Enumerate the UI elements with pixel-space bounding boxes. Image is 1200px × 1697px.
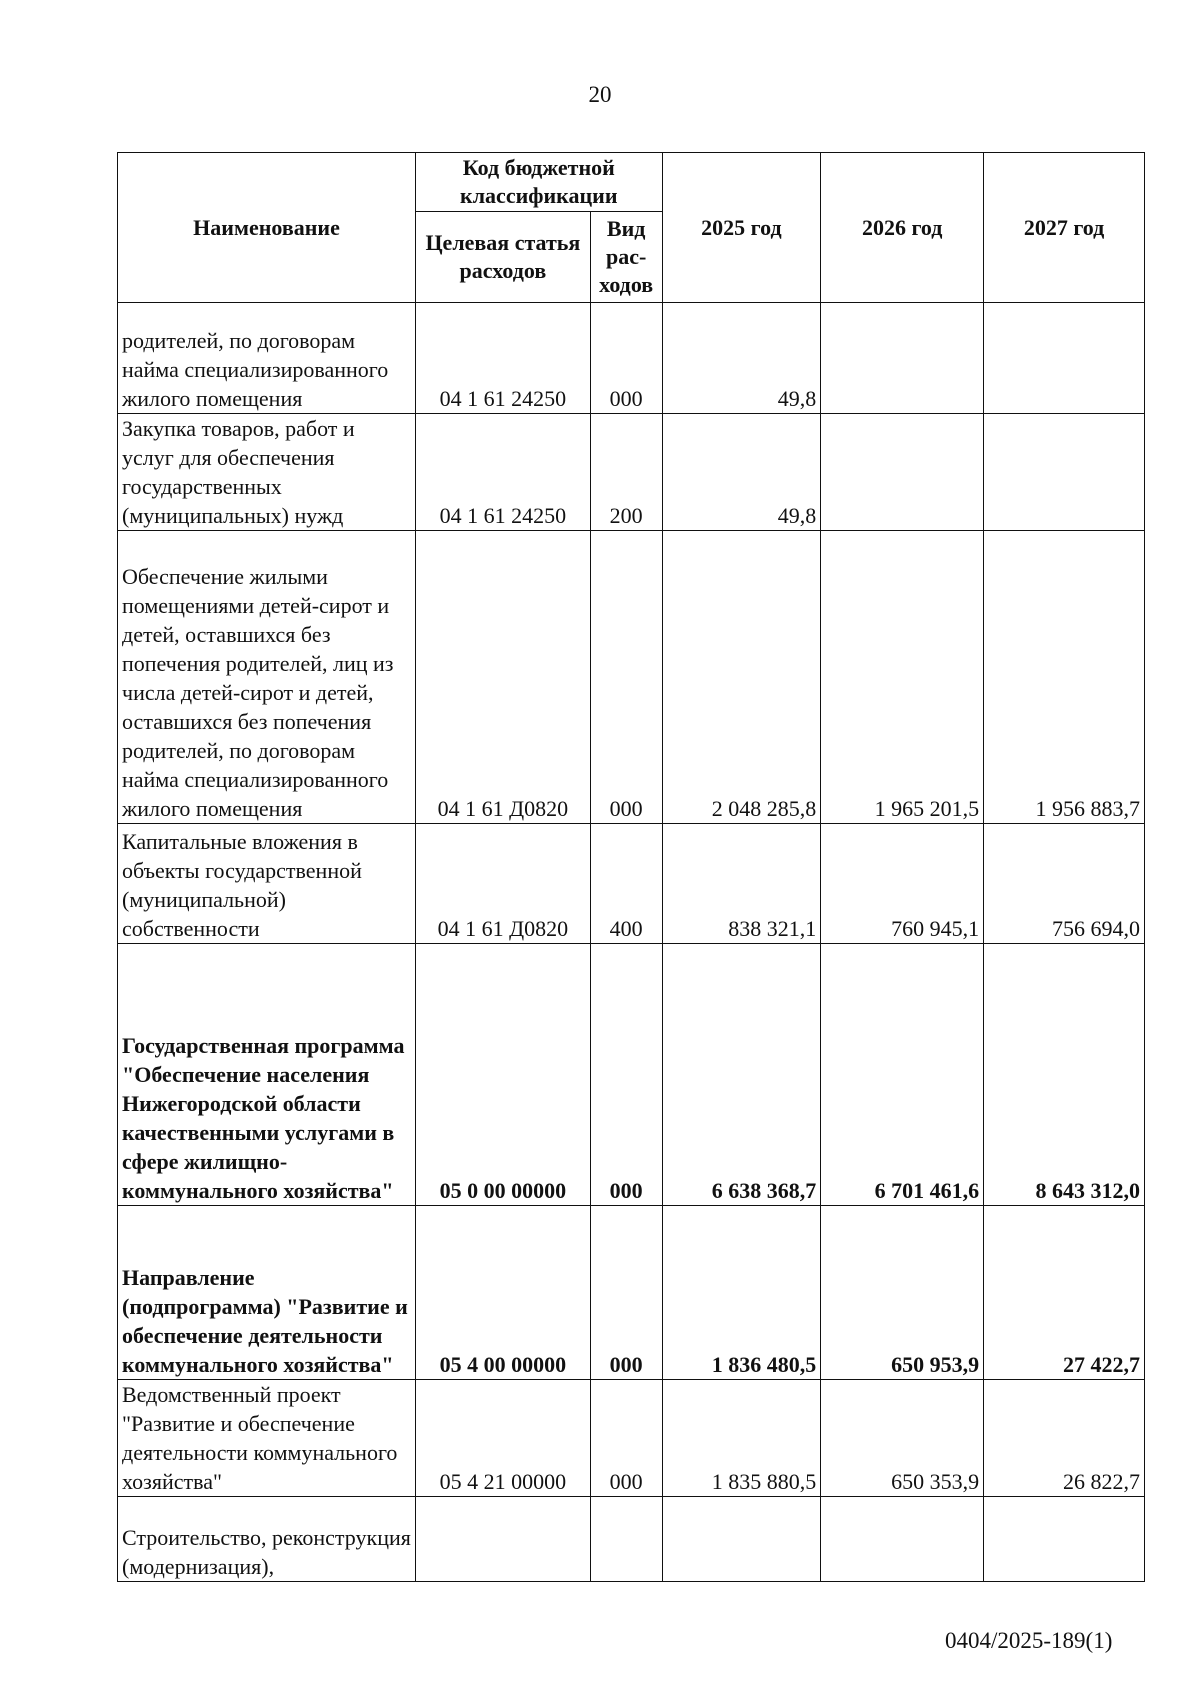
row-code: 05 0 00 00000: [416, 944, 591, 1206]
row-2025: 49,8: [662, 414, 821, 531]
page-number: 20: [588, 82, 612, 107]
row-2025: 6 638 368,7: [662, 944, 821, 1206]
row-2026: 6 701 461,6: [821, 944, 984, 1206]
table-row: [118, 1380, 1145, 1497]
row-type: [590, 1497, 662, 1582]
budget-table: [117, 152, 1145, 1582]
row-name: Обеспечение жилыми помещениями детей-сирот и детей, оставшихся без попечения родителей, лиц из числа детей-сирот и детей, оставшихся без попечения родителей, по договорам найма специализированного жилого помещения: [118, 531, 416, 824]
row-code: 04 1 61 24250: [416, 414, 591, 531]
row-2026: 1 965 201,5: [821, 531, 984, 824]
table-row: [118, 414, 1145, 531]
table-row: [118, 531, 1145, 824]
row-name: Закупка товаров, работ и услуг для обеспечения государственных (муниципальных) нужд: [118, 414, 416, 531]
row-2025: 838 321,1: [662, 824, 821, 944]
header-expense-type: Вид рас-ходов: [590, 212, 662, 303]
row-type: 000: [590, 303, 662, 414]
row-code: 04 1 61 Д0820: [416, 824, 591, 944]
row-code: 05 4 21 00000: [416, 1380, 591, 1497]
table-row: [118, 944, 1145, 1206]
header-target-article: Целевая статья расходов: [416, 212, 591, 303]
row-name: Государственная программа "Обеспечение населения Нижегородской области качественными услугами в сфере жилищно-коммунального хозяйства": [118, 944, 416, 1206]
row-type: 400: [590, 824, 662, 944]
row-2027: [984, 414, 1145, 531]
row-2026: 650 953,9: [821, 1206, 984, 1380]
row-code: 04 1 61 Д0820: [416, 531, 591, 824]
row-2027: 1 956 883,7: [984, 531, 1145, 824]
header-name: Наименование: [118, 153, 416, 303]
row-2027: [984, 303, 1145, 414]
header-2026: 2026 год: [821, 153, 984, 303]
row-name: родителей, по договорам найма специализированного жилого помещения: [118, 303, 416, 414]
row-2027: [984, 1497, 1145, 1582]
table-row: [118, 824, 1145, 944]
row-2025: 49,8: [662, 303, 821, 414]
row-type: 000: [590, 1206, 662, 1380]
row-name: Строительство, реконструкция (модернизация),: [118, 1497, 416, 1582]
table-row: [118, 1206, 1145, 1380]
row-name: Капитальные вложения в объекты государственной (муниципальной) собственности: [118, 824, 416, 944]
row-2026: [821, 414, 984, 531]
row-2026: 760 945,1: [821, 824, 984, 944]
row-2025: [662, 1497, 821, 1582]
row-name: Направление (подпрограмма) "Развитие и обеспечение деятельности коммунального хозяйства": [118, 1206, 416, 1380]
row-type: 200: [590, 414, 662, 531]
row-2026: [821, 1497, 984, 1582]
row-2025: 1 835 880,5: [662, 1380, 821, 1497]
row-type: 000: [590, 944, 662, 1206]
row-code: 05 4 00 00000: [416, 1206, 591, 1380]
row-type: 000: [590, 531, 662, 824]
row-code: 04 1 61 24250: [416, 303, 591, 414]
row-2027: 27 422,7: [984, 1206, 1145, 1380]
document-code: 0404/2025-189(1): [945, 1628, 1113, 1653]
row-2026: [821, 303, 984, 414]
row-2025: 1 836 480,5: [662, 1206, 821, 1380]
row-2026: 650 353,9: [821, 1380, 984, 1497]
row-type: 000: [590, 1380, 662, 1497]
row-code: [416, 1497, 591, 1582]
header-2025: 2025 год: [662, 153, 821, 303]
row-2027: 756 694,0: [984, 824, 1145, 944]
table-row: [118, 1497, 1145, 1582]
row-2027: 26 822,7: [984, 1380, 1145, 1497]
row-2025: 2 048 285,8: [662, 531, 821, 824]
row-name: Ведомственный проект "Развитие и обеспечение деятельности коммунального хозяйства": [118, 1380, 416, 1497]
header-classification-group: Код бюджетной классификации: [416, 153, 663, 212]
row-2027: 8 643 312,0: [984, 944, 1145, 1206]
header-2027: 2027 год: [984, 153, 1145, 303]
table-row: [118, 303, 1145, 414]
